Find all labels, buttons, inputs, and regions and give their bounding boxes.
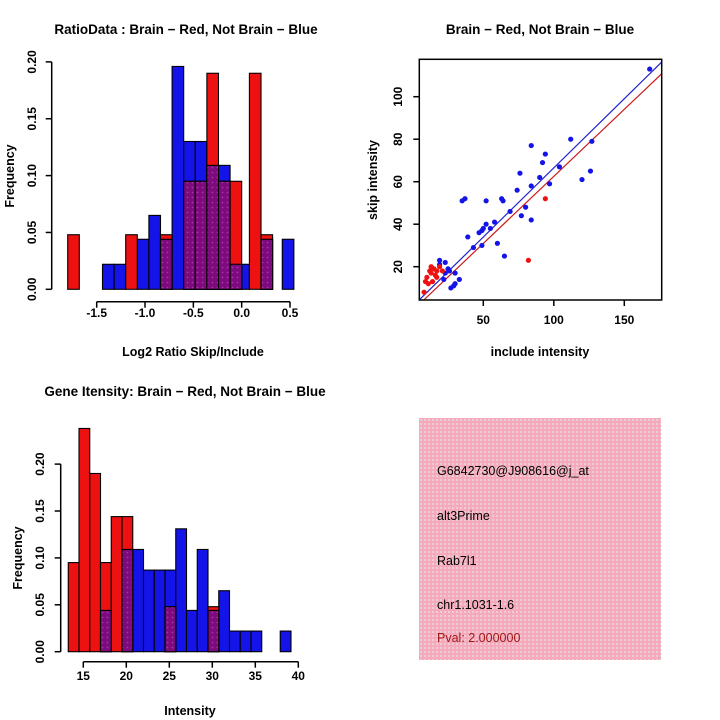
hist-bar-overlap <box>195 181 207 289</box>
scatter-point-blue <box>495 241 500 246</box>
scatter-point-blue <box>441 277 446 282</box>
panel-gene-intensity-histogram <box>11 384 326 718</box>
hist-bar-overlap <box>208 610 219 651</box>
hist-bar-blue <box>102 264 114 289</box>
y-tick-label: 0.10 <box>25 163 39 188</box>
x-tick-label: -1.0 <box>134 306 156 320</box>
x-tick-label: 30 <box>205 669 219 683</box>
y-tick-label: 0.15 <box>25 107 39 131</box>
hist-bar-blue <box>149 215 161 289</box>
scatter-point-blue <box>502 253 507 258</box>
scatter-point-blue <box>540 160 545 165</box>
scatter-point-blue <box>448 285 453 290</box>
scatter-point-blue <box>543 151 548 156</box>
hist-bar-red <box>68 563 79 652</box>
scatter-point-blue <box>519 213 524 218</box>
y-tick-label: 0.15 <box>33 499 47 523</box>
hist-bar-blue <box>137 239 149 289</box>
scatter-point-blue <box>588 168 593 173</box>
scatter-point-blue <box>517 171 522 176</box>
x-axis-title: Intensity <box>164 704 216 718</box>
scatter-point-blue <box>529 183 534 188</box>
hist-bar-blue <box>251 631 262 652</box>
hist-bar-red <box>111 517 122 652</box>
hist-bar-red <box>249 73 261 289</box>
scatter-point-red <box>437 264 442 269</box>
scatter-point-blue <box>484 198 489 203</box>
scatter-point-blue <box>515 188 520 193</box>
hist-bar-overlap <box>218 181 230 289</box>
hist-bar-overlap <box>207 165 219 289</box>
hist-bar-blue <box>219 591 230 652</box>
hist-bar-blue <box>230 631 241 652</box>
fit-line-not-brain-fit <box>416 59 664 302</box>
scatter-plot-area <box>416 59 664 307</box>
scatter-point-blue <box>500 198 505 203</box>
hist-bar-red <box>126 235 138 290</box>
panel-intensity-scatter <box>366 22 664 359</box>
scatter-point-blue <box>437 258 442 263</box>
scatter-point-red <box>434 268 439 273</box>
scatter-point-blue <box>484 222 489 227</box>
hist-bar-blue <box>154 570 165 652</box>
panel-title: Gene Itensity: Brain − Red, Not Brain − Blue <box>44 384 326 399</box>
panel-ratio-histogram <box>3 22 318 359</box>
scatter-point-blue <box>492 219 497 224</box>
hist-bar-blue <box>176 529 187 652</box>
panel-title: Brain − Red, Not Brain − Blue <box>445 22 635 37</box>
scatter-point-blue <box>589 139 594 144</box>
y-tick-label: 40 <box>391 217 405 231</box>
scatter-point-blue <box>557 164 562 169</box>
scatter-point-red <box>440 268 445 273</box>
y-tick-label: 0.00 <box>33 640 47 664</box>
x-tick-label: 40 <box>291 669 305 683</box>
hist-bar-overlap <box>160 239 172 289</box>
x-tick-label: 50 <box>476 313 490 327</box>
scatter-point-red <box>424 275 429 280</box>
scatter-point-blue <box>537 175 542 180</box>
y-axis-title: Frequency <box>3 144 17 208</box>
scatter-point-blue <box>447 268 452 273</box>
scatter-point-red <box>421 290 426 295</box>
hist-bar-overlap <box>230 264 242 289</box>
x-axis-title: Log2 Ratio Skip/Include <box>122 345 264 359</box>
y-tick-label: 0.05 <box>33 593 47 617</box>
gene-name-text: Rab7l1 <box>437 554 477 568</box>
hist-bar-overlap <box>101 610 112 651</box>
scatter-point-blue <box>507 209 512 214</box>
scatter-point-blue <box>488 226 493 231</box>
scatter-point-red <box>434 275 439 280</box>
x-axis-title: include intensity <box>490 345 590 359</box>
y-tick-label: 0.00 <box>25 277 39 301</box>
x-tick-label: 25 <box>162 669 176 683</box>
scatter-point-blue <box>453 270 458 275</box>
y-tick-label: 0.05 <box>25 220 39 245</box>
hist-bar-blue <box>172 66 184 289</box>
y-tick-label: 60 <box>391 175 405 189</box>
scatter-point-blue <box>523 205 528 210</box>
hist-bar-red <box>90 473 101 651</box>
y-tick-label: 100 <box>391 86 405 107</box>
x-tick-label: -0.5 <box>183 306 204 320</box>
scatter-point-blue <box>579 177 584 182</box>
hist-bar-overlap <box>122 549 133 651</box>
scatter-point-blue <box>647 66 652 71</box>
hist-bar-blue <box>144 570 155 652</box>
y-tick-label: 80 <box>391 132 405 146</box>
annotation-panel <box>419 418 661 660</box>
scatter-point-blue <box>476 230 481 235</box>
y-tick-label: 0.20 <box>25 50 39 74</box>
scatter-point-red <box>430 279 435 284</box>
hist-bar-red <box>68 235 80 290</box>
x-tick-label: 100 <box>543 313 564 327</box>
hist-bar-blue <box>242 264 250 289</box>
hist-bar-blue <box>133 549 144 651</box>
x-tick-label: 20 <box>119 669 133 683</box>
hist-bar-blue <box>114 264 126 289</box>
hist-bar-blue <box>187 610 198 651</box>
hist-bar-overlap <box>261 239 273 289</box>
hist-bar-red <box>79 428 90 651</box>
y-tick-label: 0.10 <box>33 546 47 570</box>
hist-bar-overlap <box>165 607 176 652</box>
hist-bar-blue <box>197 549 208 651</box>
scatter-point-blue <box>462 196 467 201</box>
x-tick-label: 0.5 <box>281 306 299 320</box>
scatter-point-blue <box>457 277 462 282</box>
hist-bar-overlap <box>184 181 196 289</box>
x-tick-label: 150 <box>614 313 635 327</box>
locus-text: chr1.1031-1.6 <box>437 598 515 612</box>
y-tick-label: 0.20 <box>33 452 47 476</box>
scatter-point-blue <box>547 181 552 186</box>
y-tick-label: 20 <box>391 260 405 274</box>
scatter-point-blue <box>443 260 448 265</box>
x-tick-label: 0.0 <box>233 306 251 320</box>
panel-title: RatioData : Brain − Red, Not Brain − Blue <box>54 22 318 37</box>
x-tick-label: -1.5 <box>86 306 108 320</box>
splice-type-text: alt3Prime <box>437 509 490 523</box>
hist-bar-blue <box>240 631 251 652</box>
scatter-point-blue <box>529 217 534 222</box>
y-axis-title: Frequency <box>11 526 25 590</box>
scatter-point-red <box>543 196 548 201</box>
hist-bar-blue <box>280 631 291 652</box>
y-axis-title: skip intensity <box>366 140 380 220</box>
scatter-point-blue <box>465 234 470 239</box>
scatter-point-blue <box>471 245 476 250</box>
x-tick-label: 15 <box>76 669 90 683</box>
pval-text: Pval: 2.000000 <box>437 631 521 645</box>
scatter-point-blue <box>479 243 484 248</box>
scatter-point-red <box>526 258 531 263</box>
x-tick-label: 35 <box>248 669 262 683</box>
probe-id-text: G6842730@J908616@j_at <box>437 464 589 478</box>
hist-bar-blue <box>282 239 294 289</box>
scatter-point-blue <box>568 137 573 142</box>
scatter-point-blue <box>529 143 534 148</box>
